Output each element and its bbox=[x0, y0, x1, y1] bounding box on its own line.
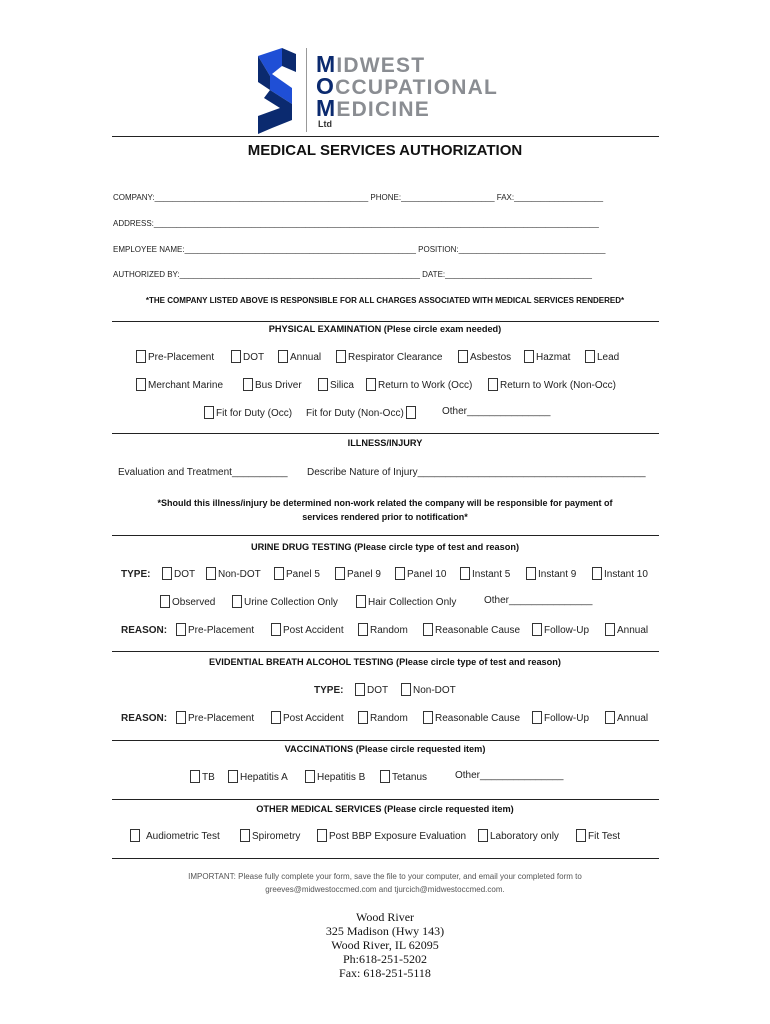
company-logo-mark bbox=[252, 46, 304, 136]
checkbox[interactable] bbox=[130, 829, 140, 842]
checkbox[interactable] bbox=[380, 770, 390, 783]
section-rule bbox=[112, 651, 659, 652]
checkbox[interactable] bbox=[274, 567, 284, 580]
option-return-to-work-occ[interactable]: Return to Work (Occ) bbox=[366, 378, 472, 391]
urine-option-urine-collection-only[interactable]: Urine Collection Only bbox=[232, 595, 338, 608]
urine-other-field[interactable]: Other_______________ bbox=[484, 595, 593, 606]
urine-option-panel-10[interactable]: Panel 10 bbox=[395, 567, 446, 580]
office-street: 325 Madison (Hwy 143) bbox=[325, 924, 445, 938]
urine-option-dot[interactable]: DOT bbox=[162, 567, 195, 580]
breath-reason-annual[interactable]: Annual bbox=[605, 711, 648, 724]
breath-option-dot[interactable]: DOT bbox=[355, 683, 388, 696]
employee-position-field[interactable]: EMPLOYEE NAME:____________________________________________________ POSITION:_________________________________ bbox=[113, 245, 606, 254]
checkbox[interactable] bbox=[356, 595, 366, 608]
checkbox[interactable] bbox=[532, 623, 542, 636]
checkbox[interactable] bbox=[176, 711, 186, 724]
office-city: Wood River, IL 62095 bbox=[331, 938, 439, 952]
urine-option-instant-10[interactable]: Instant 10 bbox=[592, 567, 648, 580]
office-address bbox=[0, 910, 770, 980]
breath-reason-pre-placement[interactable]: Pre-Placement bbox=[176, 711, 254, 724]
section-rule bbox=[112, 433, 659, 434]
other-services-title: OTHER MEDICAL SERVICES (Please circle requested item) bbox=[256, 804, 514, 814]
urine-option-observed[interactable]: Observed bbox=[160, 595, 215, 608]
urine-reason-random[interactable]: Random bbox=[358, 623, 408, 636]
urine-reason-annual[interactable]: Annual bbox=[605, 623, 648, 636]
section-rule bbox=[112, 321, 659, 322]
option-silica[interactable]: Silica bbox=[318, 378, 354, 391]
breath-option-non-dot[interactable]: Non-DOT bbox=[401, 683, 456, 696]
checkbox[interactable] bbox=[160, 595, 170, 608]
office-phone: Ph:618-251-5202 bbox=[343, 952, 427, 966]
section-rule bbox=[112, 535, 659, 536]
service-post-bbp-exposure[interactable]: Post BBP Exposure Evaluation bbox=[317, 829, 466, 842]
checkbox[interactable] bbox=[532, 711, 542, 724]
breath-reason-follow-up[interactable]: Follow-Up bbox=[532, 711, 589, 724]
option-dot[interactable]: DOT bbox=[231, 350, 264, 363]
service-spirometry[interactable]: Spirometry bbox=[240, 829, 300, 842]
option-asbestos[interactable]: Asbestos bbox=[458, 350, 511, 363]
urine-reason-label: REASON: bbox=[121, 625, 168, 636]
checkbox[interactable] bbox=[271, 623, 281, 636]
checkbox[interactable] bbox=[336, 350, 346, 363]
checkbox[interactable] bbox=[136, 350, 146, 363]
checkbox[interactable] bbox=[136, 378, 146, 391]
checkbox[interactable] bbox=[231, 350, 241, 363]
checkbox[interactable] bbox=[358, 711, 368, 724]
checkbox[interactable] bbox=[335, 567, 345, 580]
urine-type-label: TYPE: bbox=[121, 569, 151, 580]
urine-option-non-dot[interactable]: Non-DOT bbox=[206, 567, 261, 580]
logo-line-3: MEDICINE bbox=[316, 95, 430, 121]
nature-of-injury-field[interactable]: Describe Nature of Injury_________________________________________ bbox=[307, 467, 646, 478]
logo-line-1: MIDWEST bbox=[316, 51, 426, 77]
address-field[interactable]: ADDRESS:____________________________________________________________________________________________________ bbox=[113, 219, 599, 228]
checkbox[interactable] bbox=[317, 829, 327, 842]
option-pre-placement[interactable]: Pre-Placement bbox=[136, 350, 214, 363]
option-respirator-clearance[interactable]: Respirator Clearance bbox=[336, 350, 443, 363]
responsibility-note: *THE COMPANY LISTED ABOVE IS RESPONSIBLE FOR ALL CHARGES ASSOCIATED WITH MEDICAL SERVICES RENDERED* bbox=[145, 296, 625, 305]
breath-type-label: TYPE: bbox=[314, 685, 344, 696]
checkbox[interactable] bbox=[460, 567, 470, 580]
checkbox[interactable] bbox=[423, 623, 433, 636]
logo-divider bbox=[306, 48, 307, 132]
checkbox[interactable] bbox=[278, 350, 288, 363]
authorized-date-field[interactable]: AUTHORIZED BY:______________________________________________________ DATE:_________________________________ bbox=[113, 270, 592, 279]
checkbox[interactable] bbox=[206, 567, 216, 580]
logo-ltd: Ltd bbox=[318, 119, 332, 129]
option-fit-for-duty-occ[interactable]: Fit for Duty (Occ) bbox=[204, 406, 292, 419]
urine-option-instant-5[interactable]: Instant 5 bbox=[460, 567, 510, 580]
office-fax: Fax: 618-251-5118 bbox=[339, 966, 431, 980]
vaccination-tb[interactable]: TB bbox=[190, 770, 215, 783]
checkbox[interactable] bbox=[305, 770, 315, 783]
checkbox[interactable] bbox=[576, 829, 586, 842]
option-bus-driver[interactable]: Bus Driver bbox=[243, 378, 302, 391]
header-rule bbox=[112, 136, 659, 137]
urine-option-instant-9[interactable]: Instant 9 bbox=[526, 567, 576, 580]
checkbox[interactable] bbox=[366, 378, 376, 391]
vaccination-hepatitis-a[interactable]: Hepatitis A bbox=[228, 770, 288, 783]
checkbox[interactable] bbox=[228, 770, 238, 783]
urine-option-panel-5[interactable]: Panel 5 bbox=[274, 567, 320, 580]
vaccinations-title: VACCINATIONS (Please circle requested item) bbox=[284, 744, 486, 754]
section-rule bbox=[112, 858, 659, 859]
urine-reason-reasonable-cause[interactable]: Reasonable Cause bbox=[423, 623, 520, 636]
company-phone-fax-field[interactable]: COMPANY:________________________________________________ PHONE:_____________________ FAX:____________________ bbox=[113, 193, 604, 202]
section-rule bbox=[112, 740, 659, 741]
checkbox[interactable] bbox=[488, 378, 498, 391]
urine-reason-post-accident[interactable]: Post Accident bbox=[271, 623, 344, 636]
checkbox[interactable] bbox=[524, 350, 534, 363]
checkbox[interactable] bbox=[395, 567, 405, 580]
office-name: Wood River bbox=[355, 910, 415, 924]
checkbox[interactable] bbox=[204, 406, 214, 419]
checkbox[interactable] bbox=[458, 350, 468, 363]
checkbox[interactable] bbox=[318, 378, 328, 391]
checkbox[interactable] bbox=[526, 567, 536, 580]
vaccination-other-field[interactable]: Other_______________ bbox=[455, 770, 564, 781]
illness-injury-title: ILLNESS/INJURY bbox=[347, 438, 423, 448]
breath-reason-reasonable-cause[interactable]: Reasonable Cause bbox=[423, 711, 520, 724]
service-audiometric-test[interactable]: Audiometric Test bbox=[130, 829, 220, 842]
checkbox[interactable] bbox=[423, 711, 433, 724]
checkbox[interactable] bbox=[592, 567, 602, 580]
evaluation-treatment-field[interactable]: Evaluation and Treatment__________ bbox=[118, 467, 288, 478]
checkbox[interactable] bbox=[162, 567, 172, 580]
physical-exam-title: PHYSICAL EXAMINATION (Plese circle exam needed) bbox=[268, 324, 502, 334]
checkbox[interactable] bbox=[355, 683, 365, 696]
checkbox[interactable] bbox=[605, 711, 615, 724]
checkbox[interactable] bbox=[401, 683, 411, 696]
urine-option-panel-9[interactable]: Panel 9 bbox=[335, 567, 381, 580]
option-hazmat[interactable]: Hazmat bbox=[524, 350, 570, 363]
non-work-related-note: *Should this illness/injury be determined non-work related the company will be responsible for payment of services rendered prior to notification* bbox=[157, 498, 613, 522]
urine-option-hair-collection-only[interactable]: Hair Collection Only bbox=[356, 595, 456, 608]
checkbox[interactable] bbox=[232, 595, 242, 608]
physical-other-field[interactable]: Other_______________ bbox=[442, 406, 551, 417]
option-merchant-marine[interactable]: Merchant Marine bbox=[136, 378, 223, 391]
service-fit-test[interactable]: Fit Test bbox=[576, 829, 620, 842]
option-annual[interactable]: Annual bbox=[278, 350, 321, 363]
checkbox[interactable] bbox=[406, 406, 416, 419]
breath-reason-post-accident[interactable]: Post Accident bbox=[271, 711, 344, 724]
vaccination-hepatitis-b[interactable]: Hepatitis B bbox=[305, 770, 365, 783]
urine-drug-testing-title: URINE DRUG TESTING (Please circle type of test and reason) bbox=[250, 542, 520, 552]
page-title: MEDICAL SERVICES AUTHORIZATION bbox=[247, 142, 523, 159]
option-fit-for-duty-non-occ[interactable]: Fit for Duty (Non-Occ) bbox=[306, 406, 416, 419]
urine-reason-follow-up[interactable]: Follow-Up bbox=[532, 623, 589, 636]
checkbox[interactable] bbox=[243, 378, 253, 391]
urine-reason-pre-placement[interactable]: Pre-Placement bbox=[176, 623, 254, 636]
checkbox[interactable] bbox=[176, 623, 186, 636]
checkbox[interactable] bbox=[478, 829, 488, 842]
checkbox[interactable] bbox=[585, 350, 595, 363]
checkbox[interactable] bbox=[358, 623, 368, 636]
option-return-to-work-non-occ[interactable]: Return to Work (Non-Occ) bbox=[488, 378, 616, 391]
breath-alcohol-title: EVIDENTIAL BREATH ALCOHOL TESTING (Please circle type of test and reason) bbox=[209, 657, 561, 667]
breath-reason-label: REASON: bbox=[121, 713, 168, 724]
vaccination-tetanus[interactable]: Tetanus bbox=[380, 770, 427, 783]
checkbox[interactable] bbox=[190, 770, 200, 783]
checkbox[interactable] bbox=[271, 711, 281, 724]
logo-line-2: OCCUPATIONAL bbox=[316, 73, 499, 99]
section-rule bbox=[112, 799, 659, 800]
important-instructions: IMPORTANT: Please fully complete your form, save the file to your computer, and email your completed form to greeves@midwestoccmed.com and tjurcich@midwestoccmed.com. bbox=[188, 872, 582, 894]
checkbox[interactable] bbox=[240, 829, 250, 842]
checkbox[interactable] bbox=[605, 623, 615, 636]
service-laboratory-only[interactable]: Laboratory only bbox=[478, 829, 559, 842]
option-lead[interactable]: Lead bbox=[585, 350, 619, 363]
breath-reason-random[interactable]: Random bbox=[358, 711, 408, 724]
